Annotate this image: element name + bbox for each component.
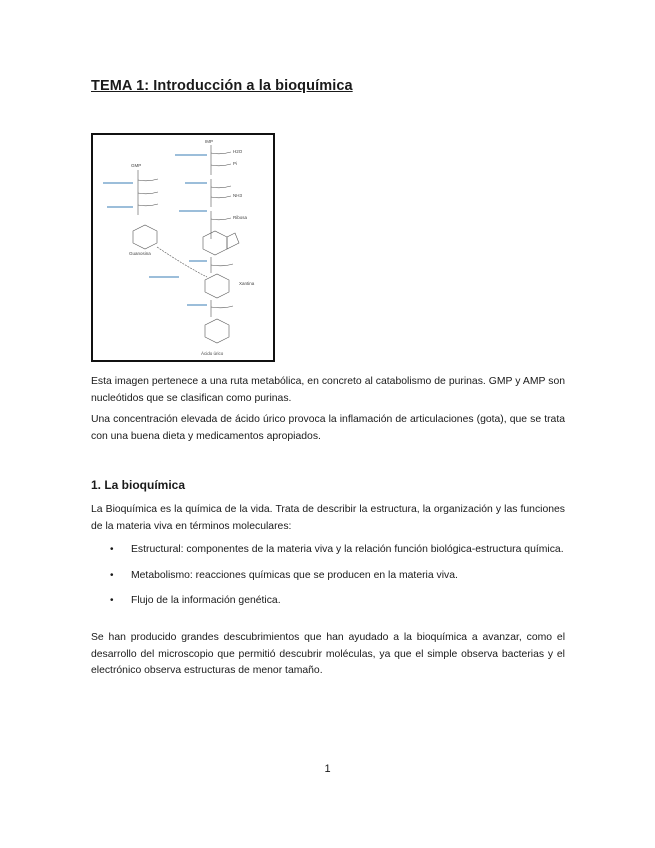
branch-curve: [211, 264, 233, 266]
pathway-diagram: [93, 135, 273, 360]
list-item: • Estructural: componentes de la materia viva y la relación función biológica-estructura química.: [110, 542, 565, 559]
paragraph-2: Una concentración elevada de ácido úrico provoca la inflamación de articulaciones (gota), que se trata con una buena dieta y medicamentos apropiados.: [91, 414, 565, 442]
page-title: TEMA 1: Introducción a la bioquímica: [91, 78, 353, 94]
label-pi: Pi: [233, 161, 238, 166]
purine-ring: [227, 233, 239, 249]
label-guanosine: Guanosina: [129, 251, 151, 256]
bullet-list: [110, 542, 565, 619]
branch-curve: [138, 179, 158, 181]
branch-curve: [211, 306, 233, 308]
purine-ring: [205, 319, 229, 343]
section-intro: La Bioquímica es la química de la vida. Trata de describir la estructura, la organización y las funciones de la materia viva en términos moleculares:: [91, 504, 565, 532]
branch-curve: [211, 152, 231, 154]
bullet-icon: •: [110, 595, 114, 606]
label-imp: IMP: [205, 139, 214, 144]
branch-curve: [211, 196, 231, 198]
label-gmp: GMP: [131, 163, 142, 168]
list-item: • Flujo de la información genética.: [110, 593, 565, 610]
label-xanthine: Xantina: [239, 281, 255, 286]
bullet-icon: •: [110, 569, 114, 581]
purine-ring: [205, 274, 229, 298]
purine-ring: [133, 225, 157, 249]
closing-paragraph: Se han producido grandes descubrimientos que han ayudado a la bioquímica a avanzar, como el desarrollo del microscopio que permitió descubrir moléculas, ya que el simple observa bacterias y el electrónico observa estructuras de menor tamaño.: [91, 632, 565, 676]
label-uric-acid: Ácido úrico: [201, 351, 224, 356]
branch-curve: [211, 186, 231, 188]
purine-ring: [203, 231, 227, 255]
paragraph-1: Esta imagen pertenece a una ruta metabólica, en concreto al catabolismo de purinas. GMP y AMP son nucleótidos que se clasifican como purinas.: [91, 376, 565, 404]
section-heading: 1. La bioquímica: [91, 478, 186, 492]
branch-curve: [211, 164, 231, 166]
bullet-icon: •: [110, 544, 114, 555]
label-ribose: Ribosa: [233, 215, 248, 220]
branch-curve: [138, 192, 158, 194]
list-item: • Metabolismo: reacciones químicas que se producen en la materia viva.: [110, 568, 565, 585]
branch-curve: [211, 218, 231, 220]
branch-curve: [138, 204, 158, 206]
label-h2o: H2O: [233, 149, 243, 154]
arrow-line: [157, 247, 207, 277]
page-number: 1: [324, 763, 331, 775]
label-nh3: NH3: [233, 193, 243, 198]
purine-catabolism-figure: [91, 133, 275, 362]
